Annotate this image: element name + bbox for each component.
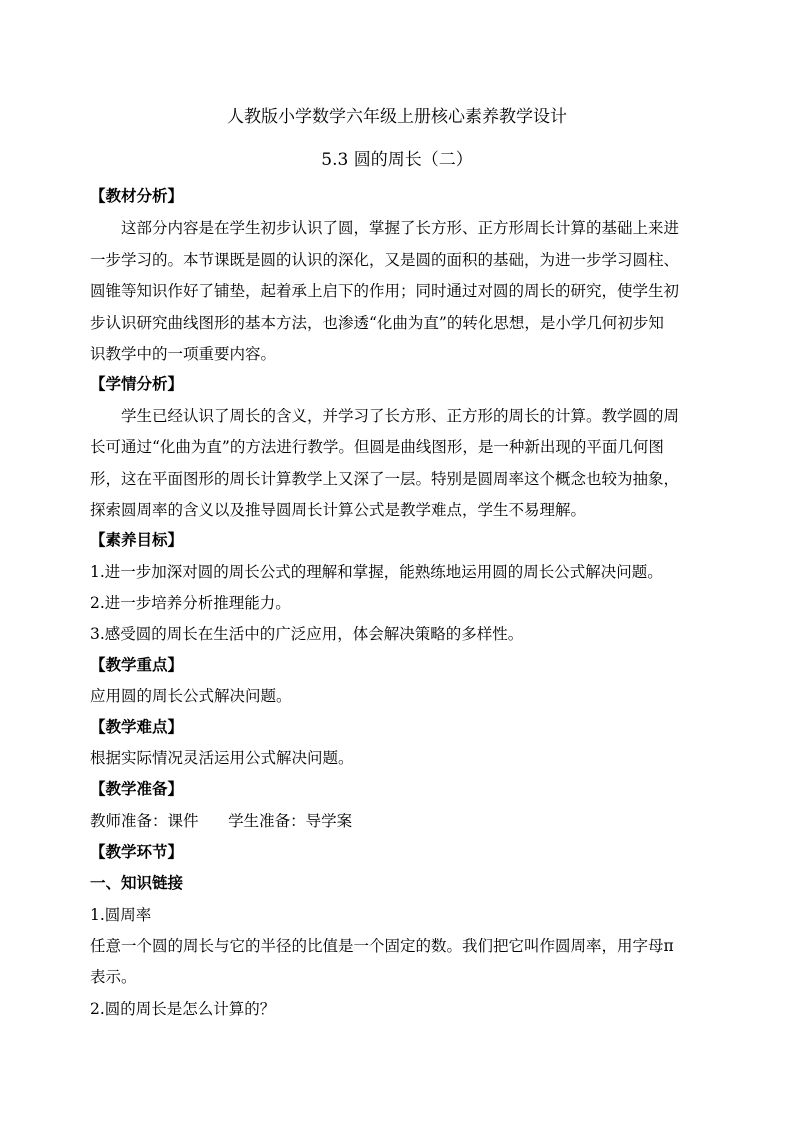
- paragraph-line: 识教学中的一项重要内容。: [90, 345, 277, 363]
- heading-process: 【教学环节】: [90, 842, 184, 861]
- heading-preparation: 【教学准备】: [90, 779, 184, 798]
- document-title: 人教版小学数学六年级上册核心素养教学设计: [227, 107, 567, 127]
- goal-item: 2.进一步培养分析推理能力。: [90, 594, 291, 612]
- paragraph-line: 步认识研究曲线图形的基本方法，也渗透“化曲为直”的转化思想，是小学几何初步知: [90, 314, 664, 332]
- heading-goals: 【素养目标】: [90, 530, 184, 549]
- item-title-circumference: 2.圆的周长是怎么计算的？: [90, 1000, 276, 1018]
- heading-student-analysis: 【学情分析】: [90, 374, 184, 393]
- heading-difficulties: 【教学难点】: [90, 717, 184, 736]
- key-points-text: 应用圆的周长公式解决问题。: [90, 687, 292, 705]
- paragraph-line: 任意一个圆的周长与它的半径的比值是一个固定的数。我们把它叫作圆周率，用字母π: [90, 937, 674, 955]
- goal-item: 3.感受圆的周长在生活中的广泛应用，体会解决策略的多样性。: [90, 625, 524, 643]
- heading-key-points: 【教学重点】: [90, 655, 184, 674]
- heading-textbook-analysis: 【教材分析】: [90, 186, 184, 205]
- difficulties-text: 根据实际情况灵活运用公式解决问题。: [90, 749, 354, 767]
- item-title-pi: 1.圆周率: [90, 906, 152, 924]
- paragraph-line: 表示。: [90, 968, 137, 986]
- paragraph-line: 探索圆周率的含义以及推导圆周长计算公式是教学难点，学生不易理解。: [90, 501, 587, 519]
- paragraph-line: 长可通过“化曲为直”的方法进行教学。但圆是曲线图形，是一种新出现的平面几何图: [90, 438, 664, 456]
- paragraph-line: 学生已经认识了周长的含义，并学习了长方形、正方形的周长的计算。教学圆的周: [121, 407, 680, 425]
- heading-knowledge-link: 一、知识链接: [90, 873, 184, 892]
- paragraph-line: 圆锥等知识作好了铺垫，起着承上启下的作用；同时通过对圆的周长的研究，使学生初: [90, 282, 680, 300]
- document-subtitle: 5.3 圆的周长（二）: [321, 150, 473, 170]
- paragraph-line: 形，这在平面图形的周长计算教学上又深了一层。特别是圆周率这个概念也较为抽象，: [90, 470, 680, 488]
- paragraph-line: 这部分内容是在学生初步认识了圆，掌握了长方形、正方形周长计算的基础上来进: [121, 219, 680, 237]
- preparation-text: 教师准备：课件 学生准备：导学案: [90, 812, 353, 830]
- goal-item: 1.进一步加深对圆的周长公式的理解和掌握，能熟练地运用圆的周长公式解决问题。: [90, 563, 663, 581]
- paragraph-line: 一步学习的。本节课既是圆的认识的深化，又是圆的面积的基础，为进一步学习圆柱、: [90, 251, 680, 269]
